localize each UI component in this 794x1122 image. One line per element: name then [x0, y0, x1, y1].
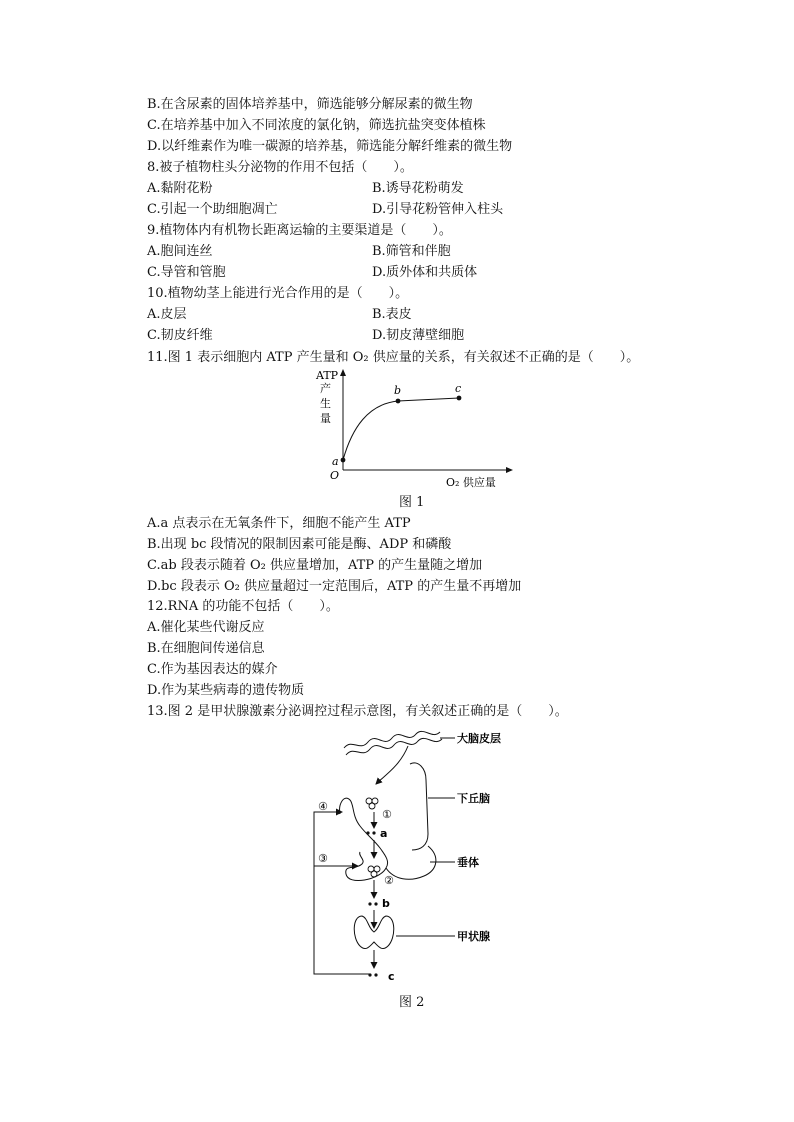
q7-option-b: B.在含尿素的固体培养基中，筛选能够分解尿素的微生物: [147, 97, 473, 112]
q11-option-a: A.a 点表示在无氧条件下，细胞不能产生 ATP: [147, 516, 411, 531]
figure-1-caption: 图 1: [399, 495, 425, 510]
q12-option-b: B.在细胞间传递信息: [147, 641, 265, 656]
point-c-marker: [457, 396, 462, 401]
point-a-marker: [341, 458, 346, 463]
feedback-line: [314, 812, 370, 974]
y-label-chan: 产: [320, 382, 331, 395]
q9-option-b: B.筛管和伴胞: [372, 244, 451, 259]
q10-option-c: C.韧皮纤维: [147, 328, 213, 343]
cortex-wave-1: [344, 731, 440, 748]
q9-stem: 9.植物体内有机物长距离运输的主要渠道是（ ）。: [147, 223, 452, 238]
q12-option-c: C.作为基因表达的媒介: [147, 662, 278, 677]
marker-4: ④: [318, 800, 328, 813]
q9-option-c: C.导管和管胞: [147, 265, 226, 280]
figure-1-atp-graph: [300, 366, 520, 492]
q10-option-b: B.表皮: [372, 307, 412, 322]
q8-option-b: B.诱导花粉萌发: [372, 181, 464, 196]
q8-option-c: C.引起一个助细胞凋亡: [147, 202, 278, 217]
x-axis-label: O₂ 供应量: [446, 476, 496, 489]
label-hypothalamus: 下丘脑: [457, 792, 490, 805]
marker-1: ①: [382, 808, 392, 821]
label-cortex: 大脑皮层: [457, 732, 501, 745]
secretion-b-dots: [368, 902, 377, 905]
marker-2: ②: [384, 874, 394, 887]
q8-option-a: A.黏附花粉: [147, 181, 213, 196]
q8-option-d: D.引导花粉管伸入柱头: [372, 202, 504, 217]
q7-option-d: D.以纤维素作为唯一碳源的培养基，筛选能分解纤维素的微生物: [147, 139, 513, 154]
q10-stem: 10.植物幼茎上能进行光合作用的是（ ）。: [147, 286, 409, 301]
q13-stem: 13.图 2 是甲状腺激素分泌调控过程示意图，有关叙述正确的是（ ）。: [147, 704, 568, 719]
q11-option-d: D.bc 段表示 O₂ 供应量超过一定范围后，ATP 的产生量不再增加: [147, 579, 522, 594]
q11-option-c: C.ab 段表示随着 O₂ 供应量增加，ATP 的产生量随之增加: [147, 558, 483, 573]
x-axis-arrow: [506, 467, 513, 473]
hypothalamus-vesicles: [366, 798, 378, 809]
point-a-label: a: [332, 455, 339, 468]
origin-label: O: [330, 469, 340, 482]
y-label-atp: ATP: [316, 369, 339, 382]
q9-option-d: D.质外体和共质体: [372, 265, 478, 280]
q12-stem: 12.RNA 的功能不包括（ ）。: [147, 599, 339, 614]
y-axis-arrow: [340, 369, 346, 376]
point-b-marker: [396, 399, 401, 404]
secretion-a-label: a: [380, 827, 388, 840]
secretion-a-dots: [366, 831, 375, 834]
q11-option-b: B.出现 bc 段情况的限制因素可能是酶、ADP 和磷酸: [147, 537, 452, 552]
figure-2-caption: 图 2: [399, 995, 425, 1010]
q8-stem: 8.被子植物柱头分泌物的作用不包括（ ）。: [147, 160, 413, 175]
y-label-sheng: 生: [320, 397, 331, 410]
figure-2-thyroid-regulation: [300, 724, 530, 992]
q7-option-c: C.在培养基中加入不同浓度的氯化钠，筛选抗盐突变体植株: [147, 118, 486, 133]
label-thyroid: 甲状腺: [457, 930, 490, 943]
y-label-liang: 量: [320, 412, 331, 425]
label-pituitary: 垂体: [457, 856, 479, 869]
q10-option-d: D.韧皮薄壁细胞: [372, 328, 465, 343]
q9-option-a: A.胞间连丝: [147, 244, 213, 259]
brain-outline: [410, 763, 428, 850]
q10-option-a: A.皮层: [147, 307, 187, 322]
q12-option-a: A.催化某些代谢反应: [147, 620, 265, 635]
q12-option-d: D.作为某些病毒的遗传物质: [147, 683, 305, 698]
cortex-to-hypothalamus-arrow: [376, 746, 408, 784]
secretion-b-label: b: [382, 897, 390, 910]
point-c-label: c: [455, 382, 462, 395]
secretion-c-label: c: [388, 970, 395, 983]
point-b-label: b: [394, 384, 402, 397]
atp-curve: [343, 398, 459, 460]
q11-stem: 11.图 1 表示细胞内 ATP 产生量和 O₂ 供应量的关系，有关叙述不正确的是（ ）。: [147, 350, 640, 365]
marker-3: ③: [318, 852, 328, 865]
cortex-wave-2: [346, 738, 442, 755]
